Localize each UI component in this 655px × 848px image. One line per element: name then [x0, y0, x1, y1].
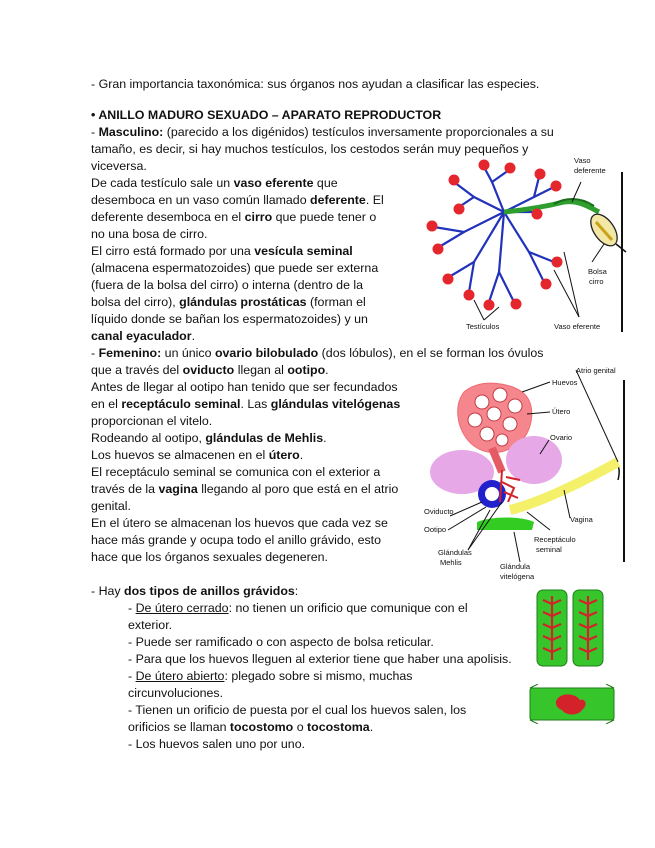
femenino-line-5: proporcionan el vitelo. — [91, 414, 213, 428]
femenino-line-7: Los huevos se almacenen en el útero. — [91, 448, 304, 462]
femenino-line-9: través de la vagina llegando al poro que está en el atrio — [91, 482, 399, 496]
femenino-line-12: hace más grande y ocupa todo el anillo grávido, esto — [91, 533, 381, 547]
femenino-line-2: que a través del oviducto llegan al ootipo. — [91, 363, 329, 377]
label-vaso-deferente-2: deferente — [574, 166, 606, 175]
label-utero: Útero — [552, 407, 571, 416]
gravidos-line-7: circunvoluciones. — [128, 686, 224, 700]
label-vagina: Vagina — [570, 515, 593, 524]
gravidos-line-9: orificios se llaman tocostomo o tocostoma. — [128, 720, 374, 734]
label-ovario: Ovario — [550, 433, 573, 442]
femenino-line-13: hace que los órganos sexuales degeneren. — [91, 550, 328, 564]
label-huevos: Huevos — [552, 378, 578, 387]
gravidos-line-1: - Hay dos tipos de anillos grávidos: — [91, 584, 299, 598]
femenino-line-11: En el útero se almacenan los huevos que cada vez se — [91, 516, 388, 530]
label-mehlis-1: Glándulas — [438, 548, 472, 557]
vaso-deferente — [504, 202, 599, 212]
label-bolsa-cirro-2: cirro — [589, 277, 604, 286]
label-vaso-deferente-1: Vaso — [574, 156, 591, 165]
gravidos-line-2: - De útero cerrado: no tienen un orificio que comunique con el — [128, 601, 468, 615]
femenino-line-3: Antes de llegar al ootipo han tenido que ser fecundados — [91, 380, 398, 394]
label-mehlis-2: Mehlis — [440, 558, 462, 567]
gravidos-line-10: - Los huevos salen uno por uno. — [128, 737, 306, 751]
ovario-lobe-right — [506, 436, 562, 484]
masculino-line-4: De cada testículo sale un vaso eferente que — [91, 176, 338, 190]
label-atrio-genital: Atrio genital — [576, 366, 616, 375]
masculino-line-5: desemboca en un vaso común llamado deferente. El — [91, 193, 384, 207]
label-vitelogena-1: Glándula — [500, 562, 531, 571]
masculino-line-2: tamaño, es decir, si hay muchos testículos, los cestodos serán muy pequeños y — [91, 142, 529, 156]
masculino-line-6: deferente desemboca en el cirro que puede tener o — [91, 210, 377, 224]
label-ootipo: Ootipo — [424, 525, 447, 534]
gravidos-line-3: exterior. — [128, 618, 173, 632]
female-reproductive-figure — [422, 362, 630, 587]
label-oviducto: Oviducto — [424, 507, 454, 516]
masculino-line-13: canal eyaculador. — [91, 329, 196, 343]
gravidos-line-8: - Tienen un orificio de puesta por el cual los huevos salen, los — [128, 703, 467, 717]
masculino-line-3: viceversa. — [91, 159, 147, 173]
femenino-line-8: El receptáculo seminal se comunica con el exterior a — [91, 465, 381, 479]
masculino-line-7: no una bosa de cirro. — [91, 227, 208, 241]
gravidos-line-4: - Puede ser ramificado o con aspecto de bolsa reticular. — [128, 635, 434, 649]
label-testiculos: Testículos — [466, 322, 500, 331]
femenino-line-6: Rodeando al ootipo, glándulas de Mehlis. — [91, 431, 327, 445]
label-vitelogena-2: vitelógena — [500, 572, 535, 581]
femenino-line-4: en el receptáculo seminal. Las glándulas vitelógenas — [91, 397, 401, 411]
masculino-line-10: (fuera de la bolsa del cirro) o interna (dentro de la — [91, 278, 364, 292]
femenino-line-10: genital. — [91, 499, 131, 513]
masculino-line-9: (almacena espermatozoides) que puede ser externa — [91, 261, 379, 275]
male-reproductive-figure — [404, 152, 640, 332]
glandula-vitelogena — [477, 518, 534, 531]
gravidos-line-6: - De útero abierto: plegado sobre si mismo, muchas — [128, 669, 413, 683]
label-receptaculo-1: Receptáculo — [534, 535, 576, 544]
masculino-line-12: líquido donde se bañan los espermatozoides) y un — [91, 312, 368, 326]
gravid-segment-open-uterus — [528, 684, 616, 724]
femenino-line-1: - Femenino: un único ovario bilobulado (dos lóbulos), en el se forman los óvulos — [91, 346, 544, 360]
gravid-segments-closed-uterus — [535, 588, 607, 668]
section-heading: • ANILLO MADURO SEXUADO – APARATO REPRODUCTOR — [91, 108, 442, 122]
masculino-line-8: El cirro está formado por una vesícula seminal — [91, 244, 353, 258]
gravidos-line-5: - Para que los huevos lleguen al exterior tiene que haber una apolisis. — [128, 652, 512, 666]
masculino-line-1: - Masculino: (parecido a los digénidos) testículos inversamente proporcionales a su — [91, 125, 554, 139]
label-vaso-eferente: Vaso eferente — [554, 322, 601, 331]
label-receptaculo-2: seminal — [536, 545, 562, 554]
intro-text: - Gran importancia taxonómica: sus órganos nos ayudan a clasificar las especies. — [91, 77, 540, 91]
masculino-line-11: bolsa del cirro), glándulas prostáticas (forman el — [91, 295, 366, 309]
label-bolsa-cirro-1: Bolsa — [588, 267, 607, 276]
